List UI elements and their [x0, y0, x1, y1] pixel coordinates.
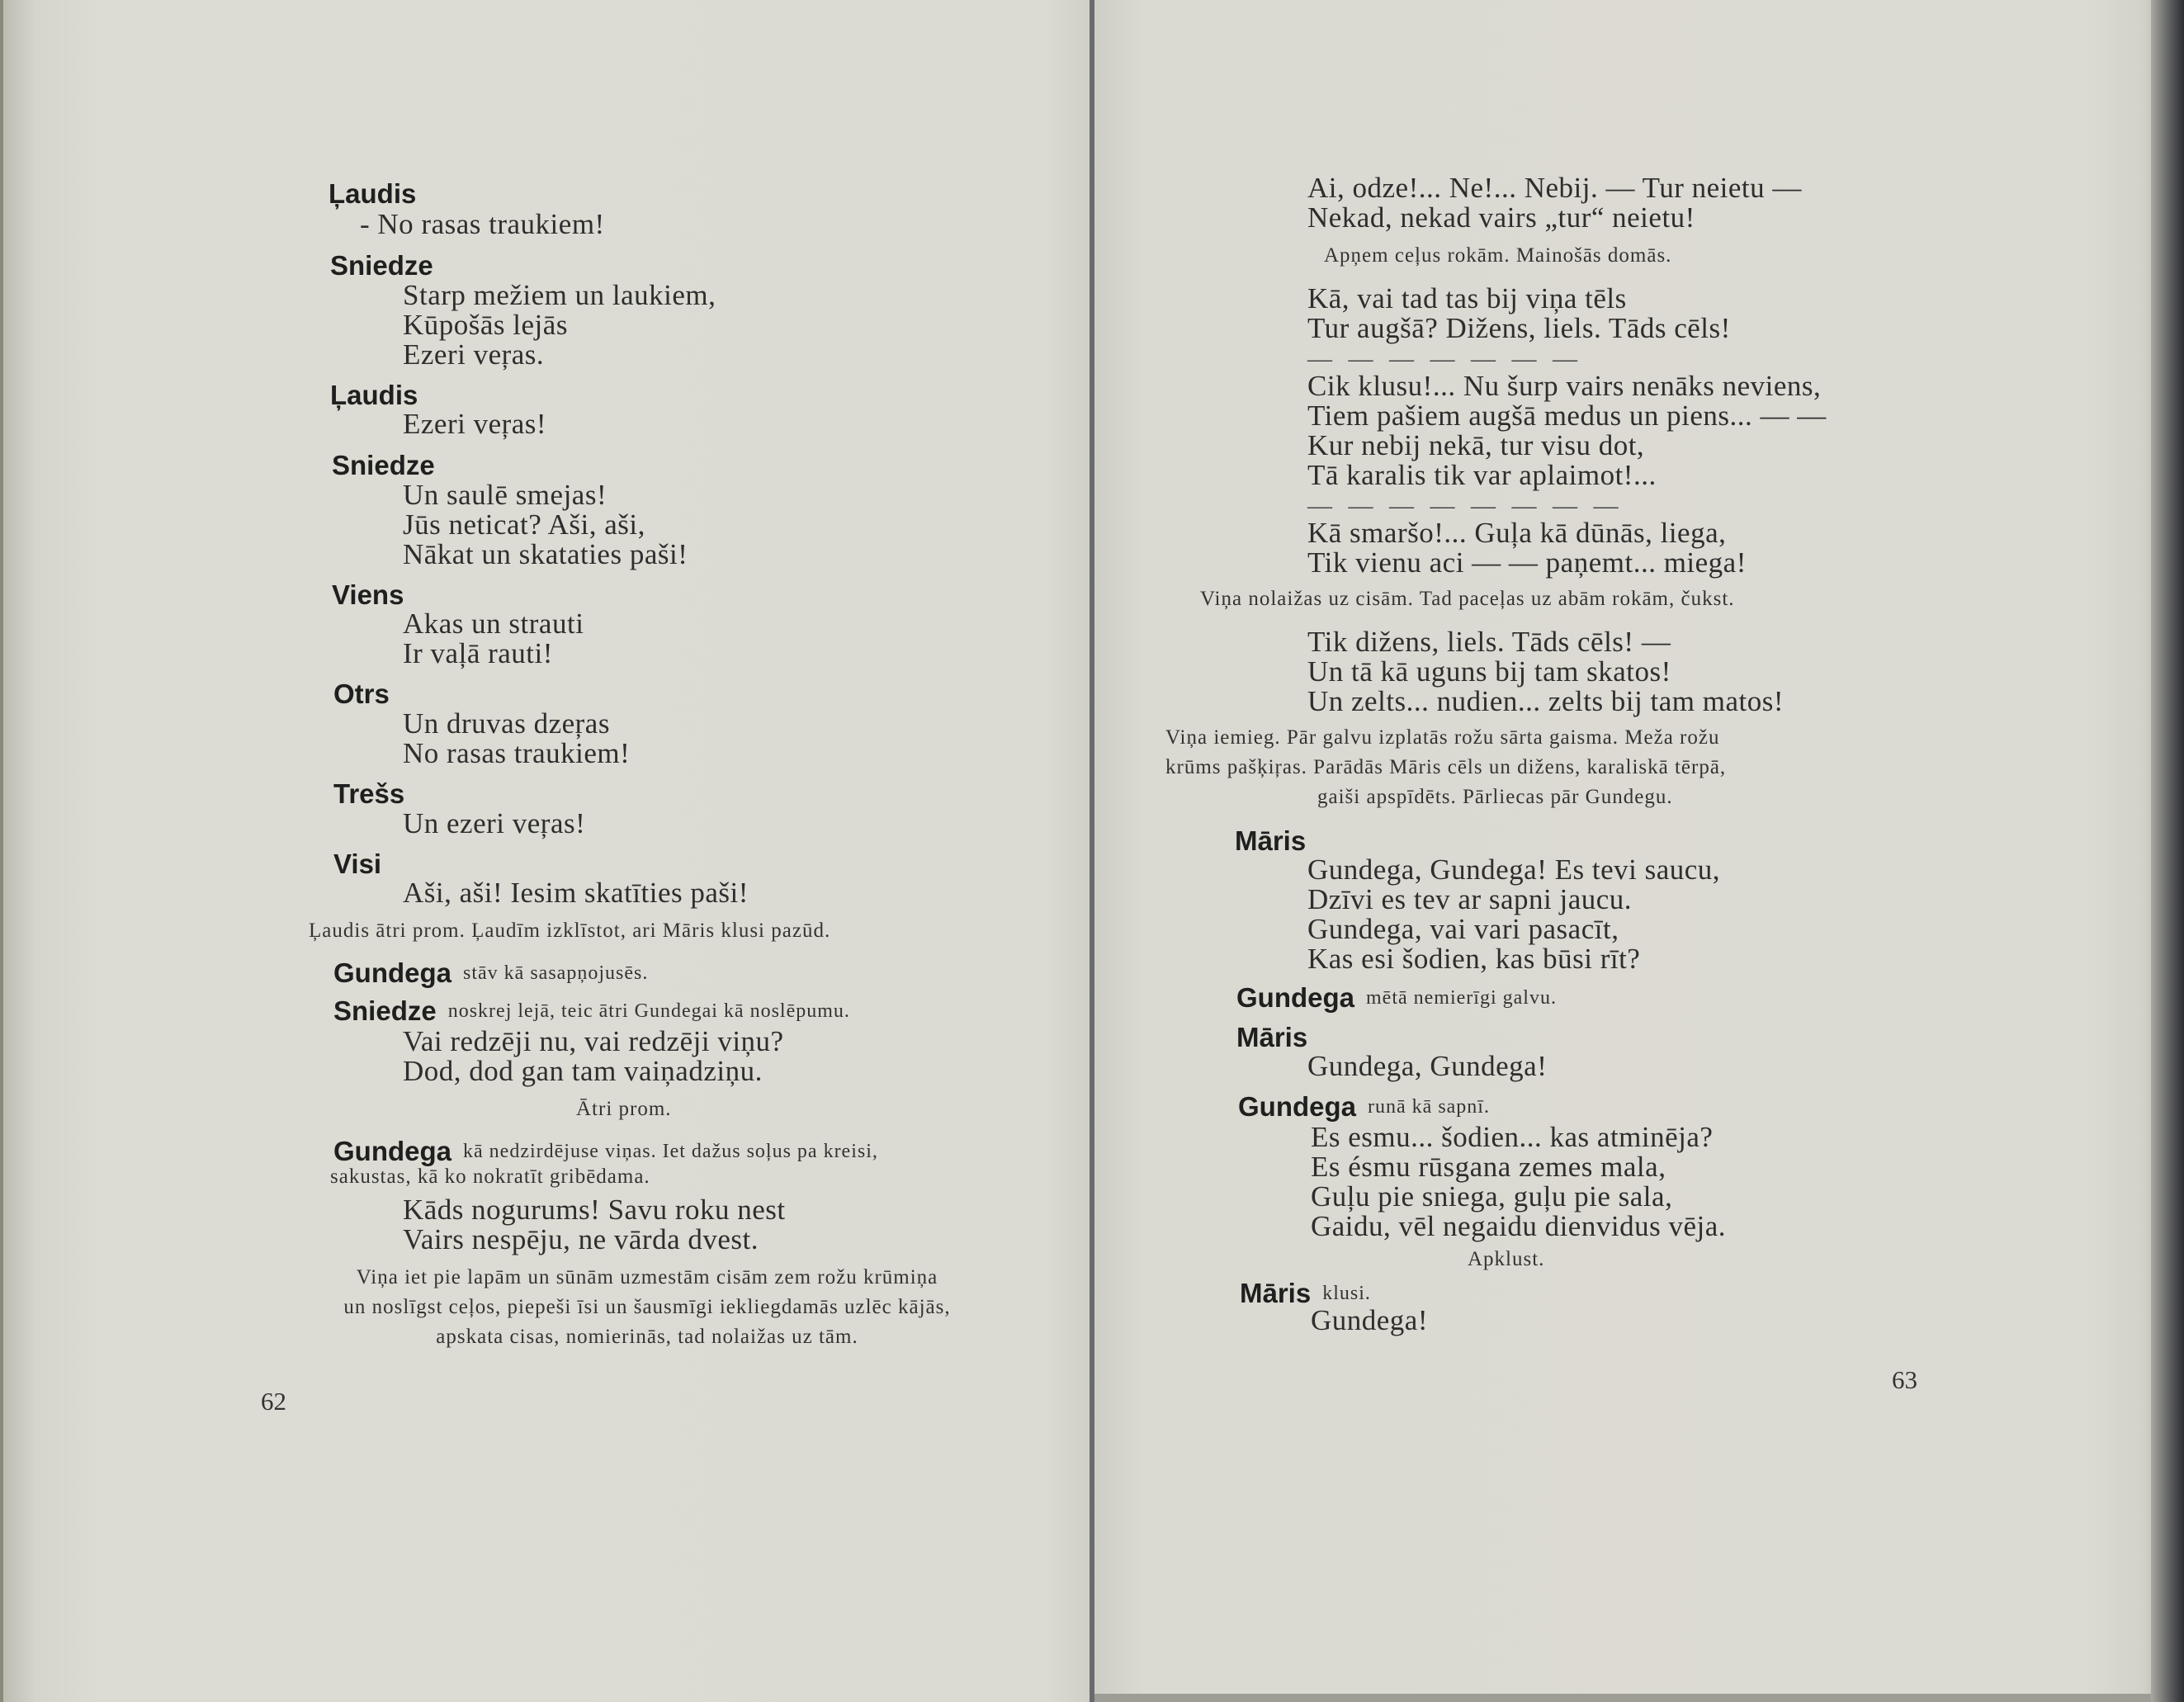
speaker-viens: Viens	[332, 579, 404, 610]
stage-direction-inline: klusi.	[1322, 1283, 1371, 1304]
right-page	[1094, 0, 2167, 1702]
speaker-sniedze: Sniedze	[330, 250, 433, 281]
verse-line: Jūs neticat? Aši, aši,	[403, 508, 645, 541]
left-page	[0, 0, 1091, 1702]
stage-direction: Ļaudis ātri prom. Ļaudīm izklīstot, ari Māris klusi pazūd.	[309, 920, 831, 942]
verse-line: Tur augšā? Dižens, liels. Tāds cēls!	[1307, 312, 1731, 344]
verse-line: Es esmu... šodien... kas atminēja?	[1311, 1121, 1714, 1153]
verse-line: Dod, dod gan tam vaiņadziņu.	[403, 1055, 763, 1087]
stage-direction: Ātri prom.	[576, 1098, 672, 1120]
verse-line: Aši, aši! Iesim skatīties paši!	[403, 877, 749, 909]
verse-line: Tik dižens, liels. Tāds cēls! —	[1307, 626, 1671, 658]
speaker-name: Gundega	[333, 957, 452, 988]
verse-line: Ezeri veŗas!	[403, 408, 547, 440]
dash-separator: — — — — — — — —	[1307, 492, 1624, 519]
stage-direction-inline: noskrej lejā, teic ātri Gundegai kā noslēpumu.	[447, 1000, 850, 1022]
verse-line: Nākat un skataties paši!	[403, 538, 688, 570]
verse-line: Vairs nespēju, ne vārda dvest.	[403, 1223, 759, 1255]
speaker-maris: Māris	[1235, 825, 1307, 856]
verse-line: Kāds nogurums! Savu roku nest	[403, 1194, 786, 1226]
verse-line: Gundega!	[1311, 1304, 1429, 1336]
verse-line: Un zelts... nudien... zelts bij tam matos!	[1307, 685, 1785, 717]
verse-line: Tiem pašiem augšā medus un piens... — —	[1307, 399, 1827, 432]
verse-line: Tik vienu aci — — paņemt... miega!	[1307, 546, 1747, 579]
speaker-gundega	[333, 957, 648, 989]
verse-line: Starp mežiem un laukiem,	[403, 279, 716, 311]
verse-line: Nekad, nekad vairs „tur“ neietu!	[1307, 201, 1695, 234]
page-number: 62	[261, 1387, 286, 1416]
verse-line: Gundega, Gundega! Es tevi saucu,	[1307, 853, 1721, 886]
speaker-sniedze: Sniedze	[332, 450, 435, 480]
verse-line: Tā karalis tik var aplaimot!...	[1307, 459, 1657, 491]
stage-direction: sakustas, kā ko nokratīt gribēdama.	[330, 1165, 650, 1188]
speaker-name: Sniedze	[333, 995, 437, 1026]
verse-line: Kā, vai tad tas bij viņa tēls	[1307, 282, 1627, 314]
stage-direction: Viņa nolaižas uz cisām. Tad paceļas uz abām rokām, čukst.	[1200, 588, 1735, 610]
page-edge	[1094, 1694, 2151, 1702]
stage-direction: un noslīgst ceļos, piepeši īsi un šausmīgi iekliegdamās uzlēc kājās,	[343, 1296, 951, 1318]
verse-line: Kur nebij nekā, tur visu dot,	[1307, 429, 1645, 461]
speaker-maris: Māris	[1236, 1022, 1308, 1052]
verse-line: Akas un strauti	[403, 608, 584, 640]
verse-line: Cik klusu!... Nu šurp vairs nenāks neviens,	[1307, 370, 1822, 402]
stage-direction: apskata cisas, nomierinās, tad nolaižas uz tām.	[436, 1326, 858, 1348]
speaker-sniedze	[333, 995, 850, 1027]
page-number: 63	[1892, 1365, 1917, 1394]
speaker-laudis: Ļaudis	[329, 178, 417, 209]
stage-direction-inline: kā nedzirdējuse viņas. Iet dažus soļus pa kreisi,	[463, 1141, 878, 1162]
verse-line: Gaidu, vēl negaidu dienvidus vēja.	[1311, 1210, 1726, 1242]
speaker-gundega	[1236, 982, 1557, 1014]
speaker-tress: Trešs	[333, 778, 405, 809]
verse-line: Kas esi šodien, kas būsi rīt?	[1307, 943, 1641, 975]
stage-direction: Apņem ceļus rokām. Mainošās domās.	[1324, 244, 1672, 267]
verse-line: Kūpošās lejās	[403, 309, 568, 341]
verse-line: Ezeri veŗas.	[403, 338, 545, 371]
stage-direction: Viņa iet pie lapām un sūnām uzmestām cisām zem rožu krūmiņa	[356, 1266, 938, 1288]
verse-line: Un tā kā uguns bij tam skatos!	[1307, 655, 1671, 688]
verse-line: No rasas traukiem!	[403, 737, 631, 769]
verse-line: Ir vaļā rauti!	[403, 637, 553, 669]
verse-line: Un saulē smejas!	[403, 479, 607, 511]
stage-direction-inline: runā kā sapnī.	[1368, 1096, 1490, 1118]
verse-line: Un ezeri veŗas!	[403, 807, 586, 839]
verse-line: Kā smaršo!... Guļa kā dūnās, liega,	[1307, 517, 1727, 549]
speaker-laudis: Ļaudis	[330, 380, 418, 410]
stage-direction-inline: stāv kā sasapņojusēs.	[463, 962, 649, 984]
verse-line: Vai redzēji nu, vai redzēji viņu?	[403, 1025, 784, 1057]
speaker-gundega	[1238, 1091, 1490, 1123]
verse-line: - No rasas traukiem!	[360, 208, 605, 240]
stage-direction: gaiši apspīdēts. Pārliecas pār Gundegu.	[1317, 786, 1673, 808]
book-edge	[2151, 0, 2184, 1702]
stage-direction-inline: mētā nemierīgi galvu.	[1366, 987, 1557, 1009]
speaker-name: Gundega	[333, 1136, 452, 1166]
speaker-name: Gundega	[1238, 1091, 1357, 1122]
verse-line: Guļu pie sniega, guļu pie sala,	[1311, 1180, 1673, 1213]
verse-line: Dzīvi es tev ar sapni jaucu.	[1307, 883, 1633, 915]
dash-separator: — — — — — — —	[1307, 345, 1582, 372]
stage-direction: krūms pašķiŗas. Parādās Māris cēls un dižens, karaliskā tērpā,	[1165, 756, 1727, 778]
speaker-visi: Visi	[333, 849, 382, 879]
verse-line: Gundega, Gundega!	[1307, 1050, 1548, 1082]
verse-line: Es ésmu rūsgana zemes mala,	[1311, 1151, 1666, 1183]
speaker-name: Gundega	[1236, 982, 1355, 1013]
speaker-otrs: Otrs	[333, 678, 390, 709]
stage-direction: Viņa iemieg. Pār galvu izplatās rožu sārta gaisma. Meža rožu	[1165, 726, 1720, 749]
stage-direction: Apklust.	[1468, 1248, 1545, 1270]
verse-line: Gundega, vai vari pasacīt,	[1307, 913, 1619, 945]
verse-line: Un druvas dzeŗas	[403, 707, 610, 740]
verse-line: Ai, odze!... Ne!... Nebij. — Tur neietu —	[1307, 172, 1802, 204]
speaker-name: Māris	[1240, 1278, 1312, 1308]
